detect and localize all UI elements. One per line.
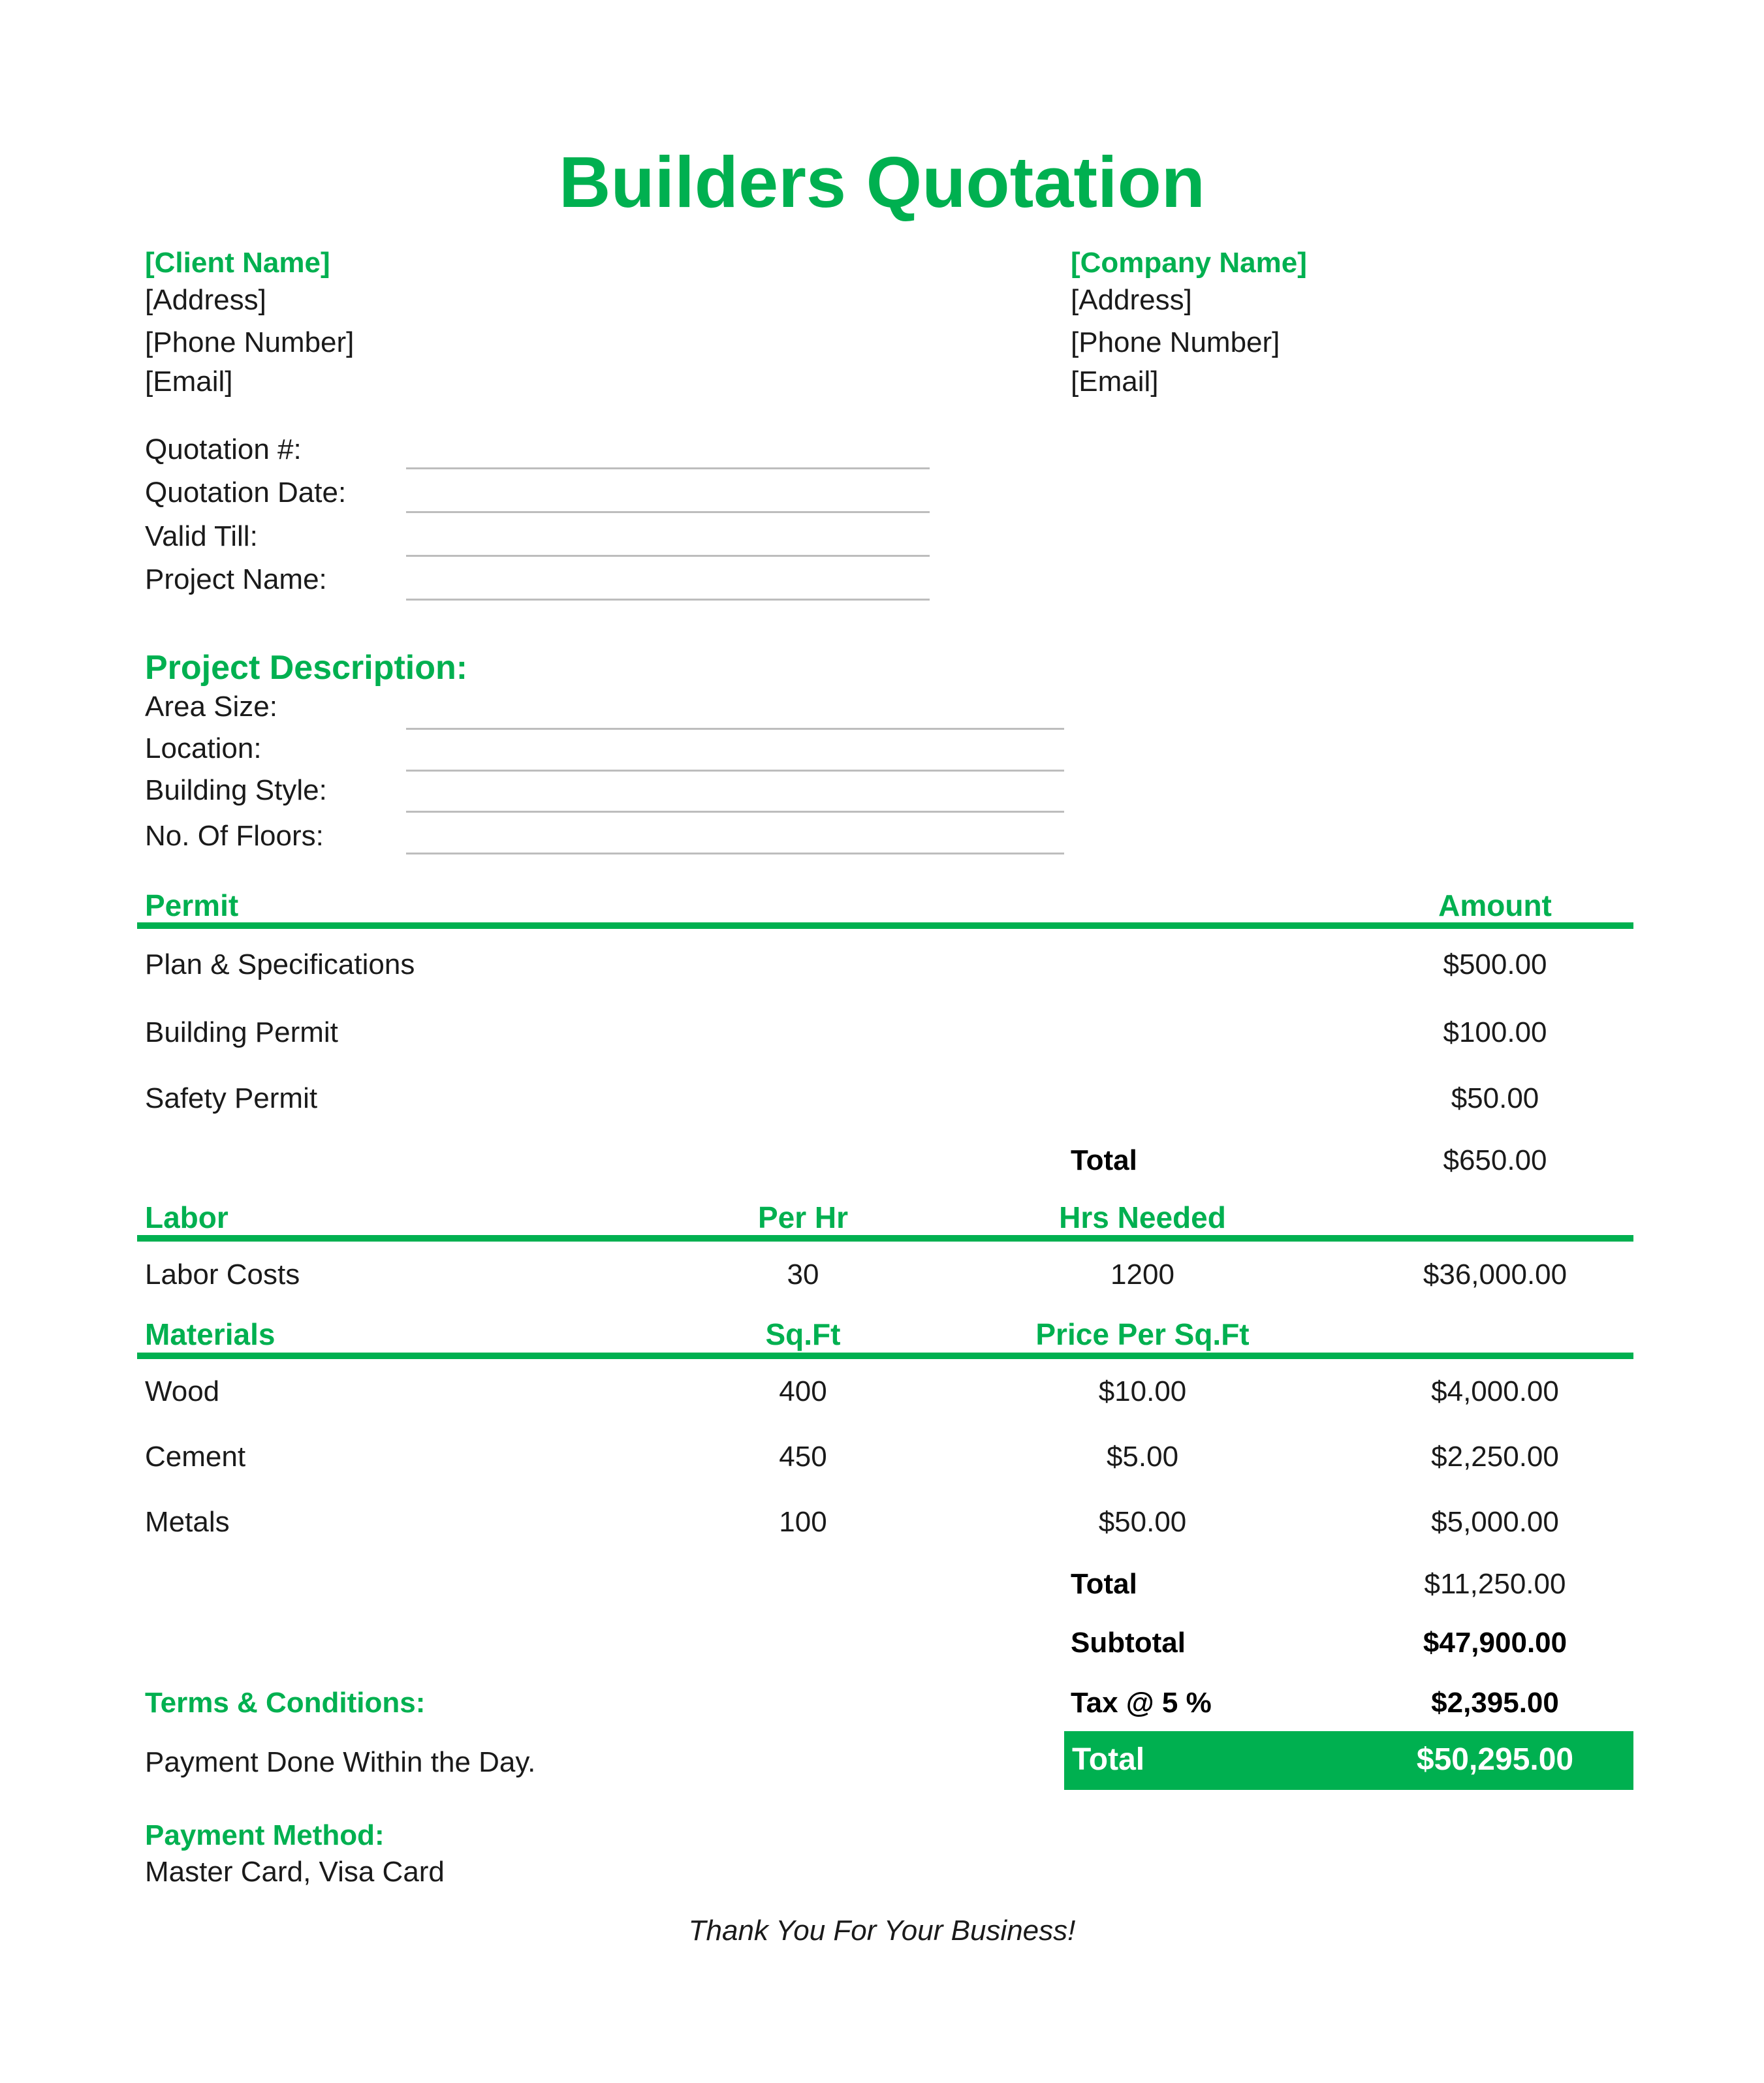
permit-total-label: Total	[1071, 1144, 1137, 1176]
hrs-needed-heading: Hrs Needed	[1059, 1200, 1226, 1234]
material-sqft: 450	[779, 1441, 827, 1473]
labor-per-hr: 30	[787, 1259, 819, 1291]
area-size-label: Area Size:	[145, 691, 277, 723]
tax-label: Tax @ 5 %	[1071, 1687, 1212, 1719]
payment-method-heading: Payment Method:	[145, 1819, 385, 1851]
material-name: Metals	[145, 1506, 230, 1538]
valid-till-label: Valid Till:	[145, 520, 258, 552]
material-amount: $2,250.00	[1431, 1441, 1559, 1473]
building-style-label: Building Style:	[145, 774, 327, 806]
permit-item-name: Plan & Specifications	[145, 948, 415, 980]
company-address: [Address]	[1071, 284, 1192, 316]
permit-total-value: $650.00	[1443, 1144, 1547, 1176]
price-per-sqft-heading: Price Per Sq.Ft	[1035, 1317, 1250, 1351]
building-style-field[interactable]	[406, 811, 1064, 813]
labor-heading: Labor	[145, 1200, 228, 1234]
material-sqft: 400	[779, 1375, 827, 1407]
permit-rule	[137, 922, 1633, 929]
sqft-heading: Sq.Ft	[765, 1317, 841, 1351]
project-name-label: Project Name:	[145, 563, 327, 595]
quotation-number-label: Quotation #:	[145, 433, 302, 465]
thank-you-footer: Thank You For Your Business!	[688, 1915, 1076, 1947]
area-size-field[interactable]	[406, 728, 1064, 730]
labor-hrs: 1200	[1110, 1259, 1174, 1291]
client-name: [Client Name]	[145, 247, 330, 279]
materials-rule	[137, 1353, 1633, 1359]
location-field[interactable]	[406, 770, 1064, 772]
permit-item-amount: $50.00	[1451, 1082, 1539, 1114]
floors-field[interactable]	[406, 853, 1064, 854]
grand-total-label: Total	[1072, 1742, 1145, 1777]
client-phone: [Phone Number]	[145, 326, 354, 358]
labor-costs-label: Labor Costs	[145, 1259, 300, 1291]
terms-text: Payment Done Within the Day.	[145, 1746, 536, 1778]
subtotal-label: Subtotal	[1071, 1627, 1186, 1659]
grand-total-value: $50,295.00	[1416, 1742, 1574, 1777]
material-price: $5.00	[1106, 1441, 1179, 1473]
terms-heading: Terms & Conditions:	[145, 1687, 426, 1719]
material-sqft: 100	[779, 1506, 827, 1538]
project-description-heading: Project Description:	[145, 649, 468, 687]
page-title: Builders Quotation	[559, 142, 1205, 223]
permit-item-name: Safety Permit	[145, 1082, 318, 1114]
per-hr-heading: Per Hr	[757, 1200, 849, 1234]
material-price: $50.00	[1098, 1506, 1187, 1538]
permit-item-amount: $500.00	[1443, 948, 1547, 980]
materials-heading: Materials	[145, 1317, 276, 1351]
floors-label: No. Of Floors:	[145, 820, 324, 852]
location-label: Location:	[145, 732, 262, 764]
materials-total-value: $11,250.00	[1424, 1568, 1566, 1600]
material-price: $10.00	[1098, 1375, 1187, 1407]
client-email: [Email]	[145, 366, 233, 398]
permit-item-amount: $100.00	[1443, 1016, 1547, 1048]
payment-method-text: Master Card, Visa Card	[145, 1856, 445, 1888]
company-email: [Email]	[1071, 366, 1159, 398]
material-amount: $5,000.00	[1431, 1506, 1559, 1538]
material-amount: $4,000.00	[1431, 1375, 1559, 1407]
company-name: [Company Name]	[1071, 247, 1307, 279]
subtotal-value: $47,900.00	[1423, 1627, 1567, 1659]
material-name: Wood	[145, 1375, 220, 1407]
materials-total-label: Total	[1071, 1568, 1137, 1600]
project-name-field[interactable]	[406, 599, 930, 601]
quotation-date-label: Quotation Date:	[145, 477, 347, 509]
permit-heading: Permit	[145, 888, 239, 922]
material-name: Cement	[145, 1441, 246, 1473]
amount-heading: Amount	[1438, 888, 1552, 922]
grand-total-bar	[1064, 1731, 1633, 1790]
valid-till-field[interactable]	[406, 555, 930, 557]
quotation-date-field[interactable]	[406, 511, 930, 513]
labor-amount: $36,000.00	[1423, 1259, 1567, 1291]
quotation-number-field[interactable]	[406, 467, 930, 469]
client-address: [Address]	[145, 284, 266, 316]
company-phone: [Phone Number]	[1071, 326, 1280, 358]
permit-item-name: Building Permit	[145, 1016, 338, 1048]
labor-rule	[137, 1235, 1633, 1242]
tax-value: $2,395.00	[1431, 1687, 1559, 1719]
